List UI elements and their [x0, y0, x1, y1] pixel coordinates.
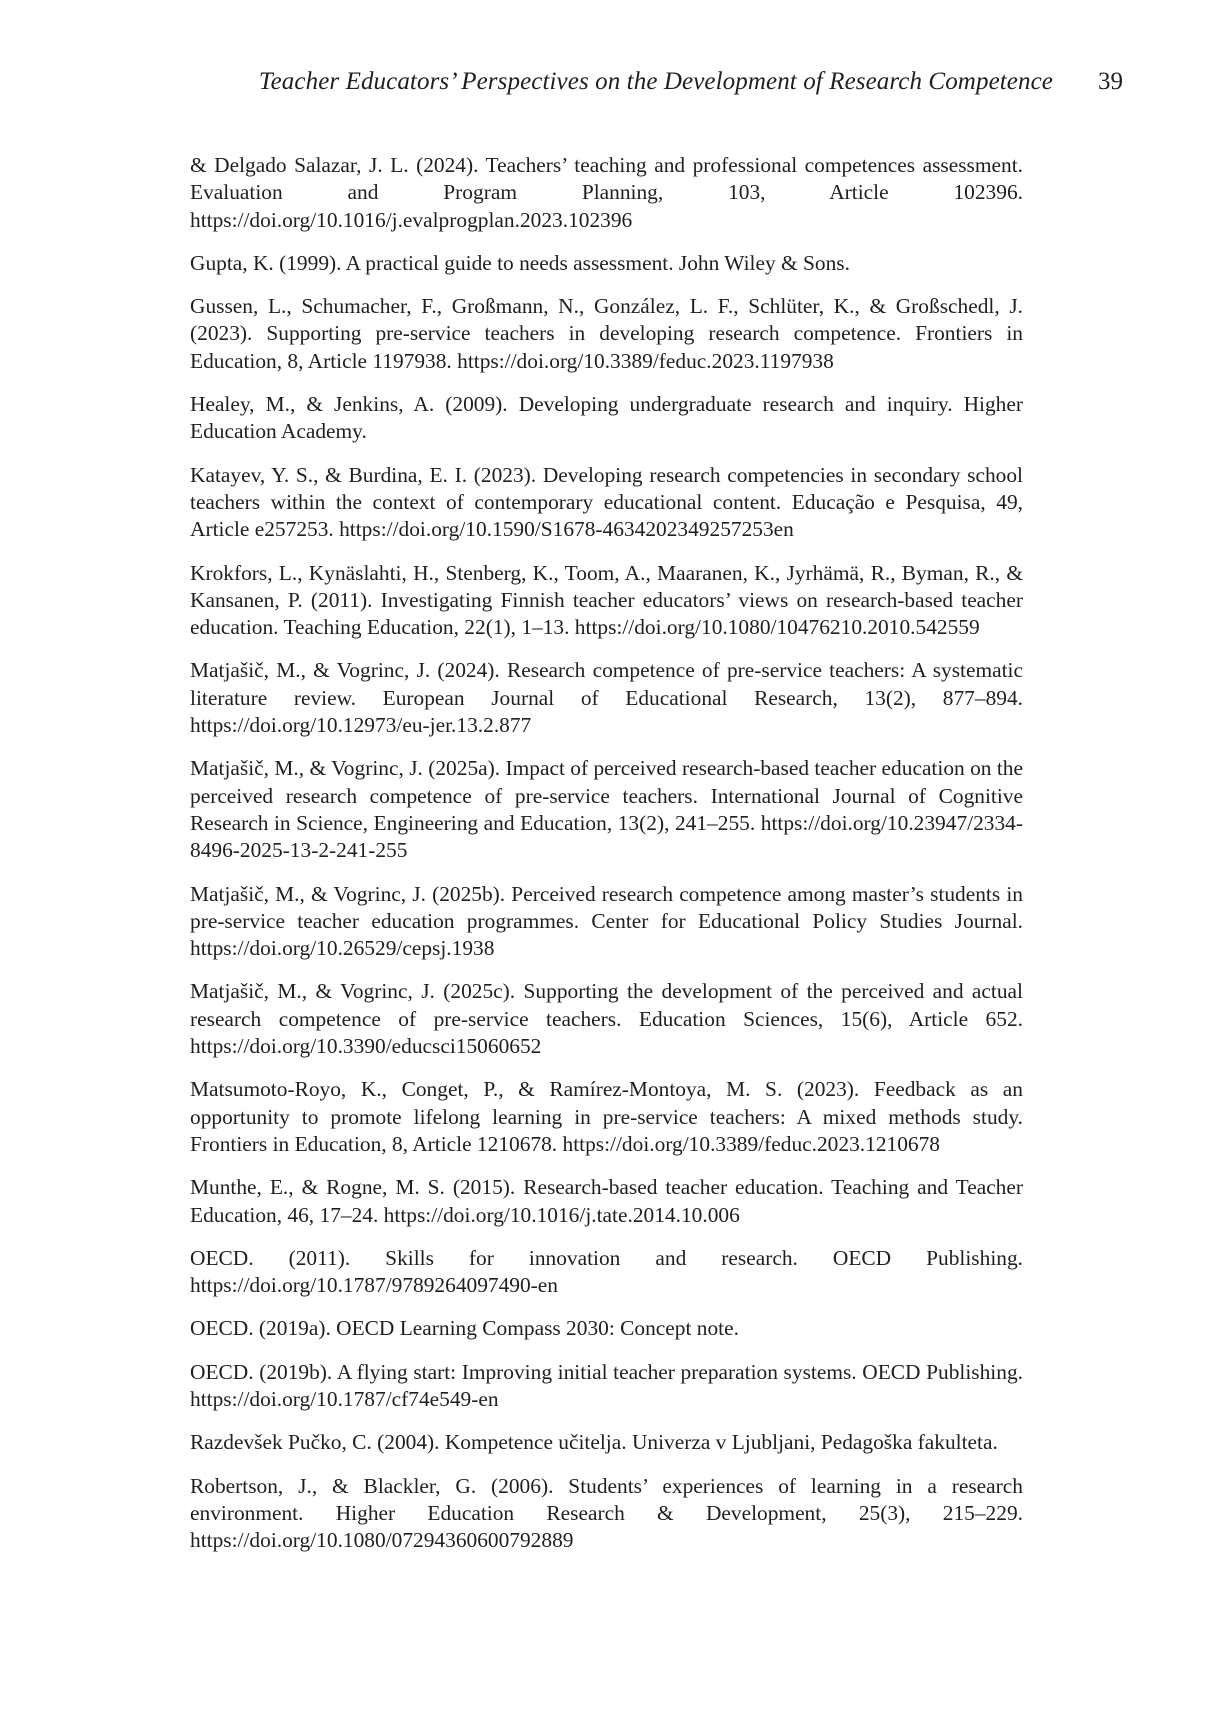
reference-entry: OECD. (2019a). OECD Learning Compass 2030: Concept note. [190, 1316, 739, 1341]
reference-entry: Robertson, J., & Blackler, G. (2006). Students’ experiences of learning in a research environment. Higher Education Research & Development, 25(3), 215–229. https://doi.org/10.1080/07294360600792889 [190, 1473, 1023, 1553]
reference-entry: & Delgado Salazar, J. L. (2024). Teachers’ teaching and professional competences assessment. Evaluation and Program Planning, 103, Article 102396. https://doi.org/10.1016/j.evalprogplan.2023.102396 [190, 153, 1023, 232]
reference-entry: Matsumoto-Royo, K., Conget, P., & Ramírez-Montoya, M. S. (2023). Feedback as an opportunity to promote lifelong learning in pre-service teachers: A mixed methods study. Frontiers in Education, 8, Article 1210678. https://doi.org/10.3389/feduc.2023.1210678 [190, 1077, 1023, 1156]
reference-entry: Munthe, E., & Rogne, M. S. (2015). Research-based teacher education. Teaching and Teacher Education, 46, 17–24. https://doi.org/10.1016/j.tate.2014.10.006 [190, 1175, 1023, 1227]
reference-entry: OECD. (2011). Skills for innovation and research. OECD Publishing. https://doi.org/10.1787/9789264097490-en [190, 1245, 1023, 1298]
reference-entry: OECD. (2019b). A flying start: Improving initial teacher preparation systems. OECD Publishing. https://doi.org/10.1787/cf74e549-en [190, 1359, 1023, 1411]
reference-entry: Gussen, L., Schumacher, F., Großmann, N., González, L. F., Schlüter, K., & Großschedl, J. (2023). Supporting pre-service teachers in developing research competence. Frontiers in Education, 8, Article 1197938. https://doi.org/10.3389/feduc.2023.1197938 [190, 294, 1023, 373]
reference-entry: Matjašič, M., & Vogrinc, J. (2024). Research competence of pre-service teachers: A systematic literature review. European Journal of Educational Research, 13(2), 877–894. https://doi.org/10.12973/eu-jer.13.2.877 [190, 658, 1023, 738]
reference-entry: Gupta, K. (1999). A practical guide to needs assessment. John Wiley & Sons. [190, 250, 850, 275]
reference-entry: Matjašič, M., & Vogrinc, J. (2025b). Perceived research competence among master’s students in pre-service teacher education programmes. Center for Educational Policy Studies Journal. https://doi.org/10.26529/cepsj.1938 [190, 881, 1023, 961]
reference-entry: Matjašič, M., & Vogrinc, J. (2025c). Supporting the development of the perceived and actual research competence of pre-service teachers. Education Sciences, 15(6), Article 652. https://doi.org/10.3390/educsci15060652 [190, 979, 1023, 1059]
page-number: 39 [1098, 68, 1123, 95]
running-head [190, 68, 1123, 108]
reference-entry: Matjašič, M., & Vogrinc, J. (2025a). Impact of perceived research-based teacher education on the perceived research competence of pre-service teachers. International Journal of Cognitive Research in Science, Engineering and Education, 13(2), 241–255. https://doi.org/10.23947/2334-8496-2025-13-2-241-255 [190, 756, 1023, 863]
reference-entry: Katayev, Y. S., & Burdina, E. I. (2023). Developing research competencies in secondary school teachers within the context of contemporary educational content. Educação e Pesquisa, 49, Article e257253. https://doi.org/10.1590/S1678-4634202349257253en [190, 462, 1023, 542]
reference-entry: Healey, M., & Jenkins, A. (2009). Developing undergraduate research and inquiry. Higher Education Academy. [190, 392, 1023, 444]
reference-entry: Krokfors, L., Kynäslahti, H., Stenberg, K., Toom, A., Maaranen, K., Jyrhämä, R., Byman, R., & Kansanen, P. (2011). Investigating Finnish teacher educators’ views on research-based teacher education. Teaching Education, 22(1), 1–13. https://doi.org/10.1080/10476210.2010.542559 [190, 560, 1023, 640]
running-title: Teacher Educators’ Perspectives on the Development of Research Competence [258, 68, 1053, 95]
reference-entry: Razdevšek Pučko, C. (2004). Kompetence učitelja. Univerza v Ljubljani, Pedagoška fakulteta. [190, 1430, 998, 1455]
reference-list [190, 152, 1023, 1570]
